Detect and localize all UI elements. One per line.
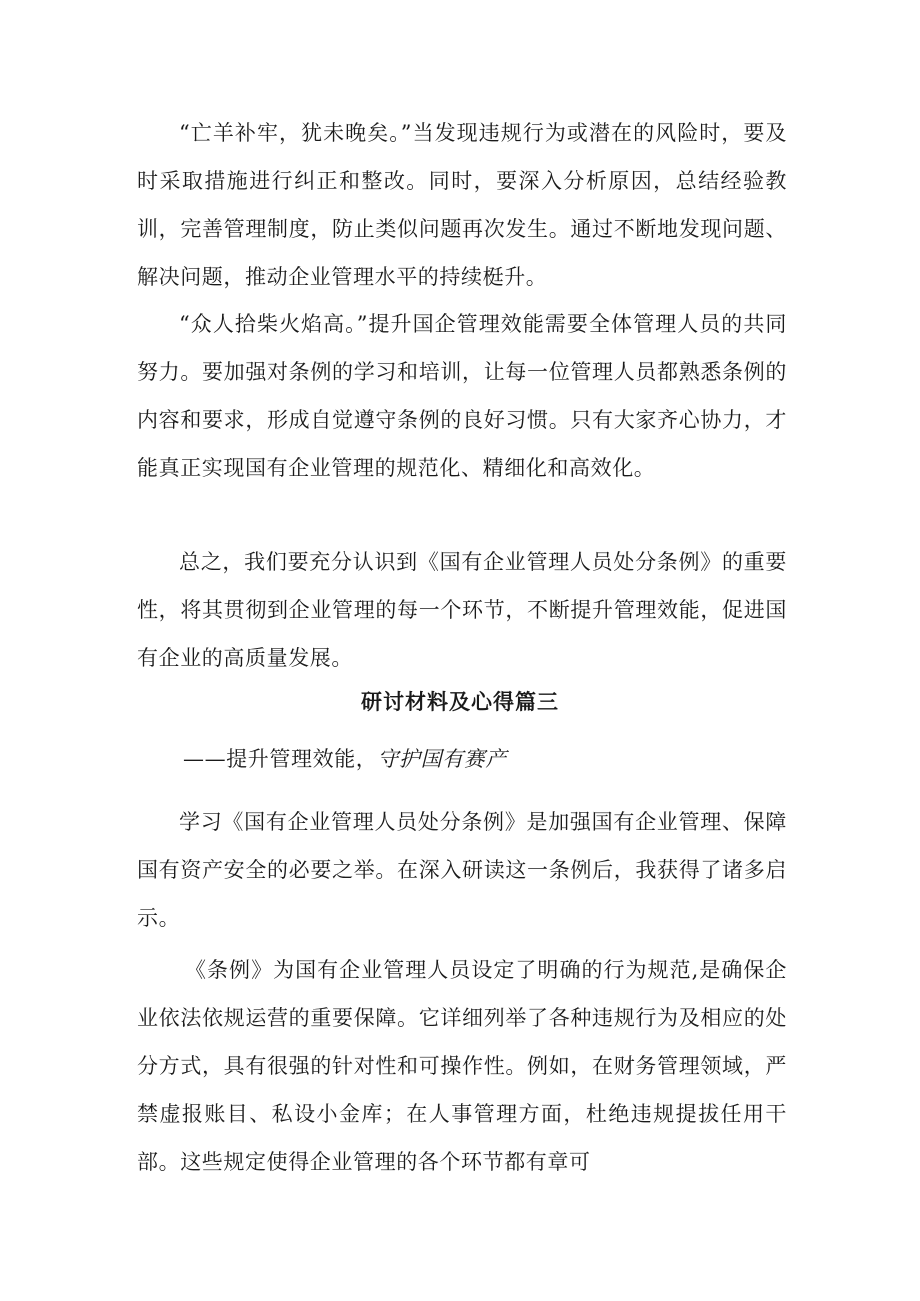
paragraph-intro: 学习《国有企业管理人员处分条例》是加强国有企业管理、保障国有资产安全的必要之举。在深入研读这一条例后，我获得了诸多启示。 [137,810,787,930]
paragraph-conclusion: 总之，我们要充分认识到《国有企业管理人员处分条例》的重要性，将其贯彻到企业管理的每一个环节，不断提升管理效能，促进国有企业的高质量发展。 [137,550,787,670]
subtitle-prefix: ——提升管理效能， [183,747,378,771]
paragraph-teamwork: “众人拾柴火焰高。”提升国企管理效能需要全体管理人员的共同努力。要加强对条例的学习和培训，让每一位管理人员都熟悉条例的内容和要求，形成自觉遵守条例的良好习惯。只有大家齐心协力，才能真正实现国有企业管理的规范化、精细化和高效化。 [137,312,787,480]
section-heading: 研讨材料及心得篇三 [361,689,559,714]
paragraph-remedy: “亡羊补牢，犹未晚矣。”当发现违规行为或潜在的风险时，要及时采取措施进行纠正和整改。同时，要深入分析原因，总结经验教训，完善管理制度，防止类似问题再次发生。通过不断地发现问题、解决问题，推动企业管理水平的持续梃升。 [137,121,787,289]
section-subtitle [183,737,507,781]
subtitle-italic: 守护国有赛产 [377,747,508,771]
paragraph-regulation: 《条例》为国有企业管理人员设定了明确的行为规范,是确保企业依法依规运营的重要保障。它详细列举了各种违规行为及相应的处分方式，具有很强的针对性和可操作性。例如，在财务管理领域，严禁虚报账目、私设小金库；在人事管理方面，杜绝违规提拔任用干部。这些规定使得企业管理的各个环节都有章可 [137,958,787,1174]
